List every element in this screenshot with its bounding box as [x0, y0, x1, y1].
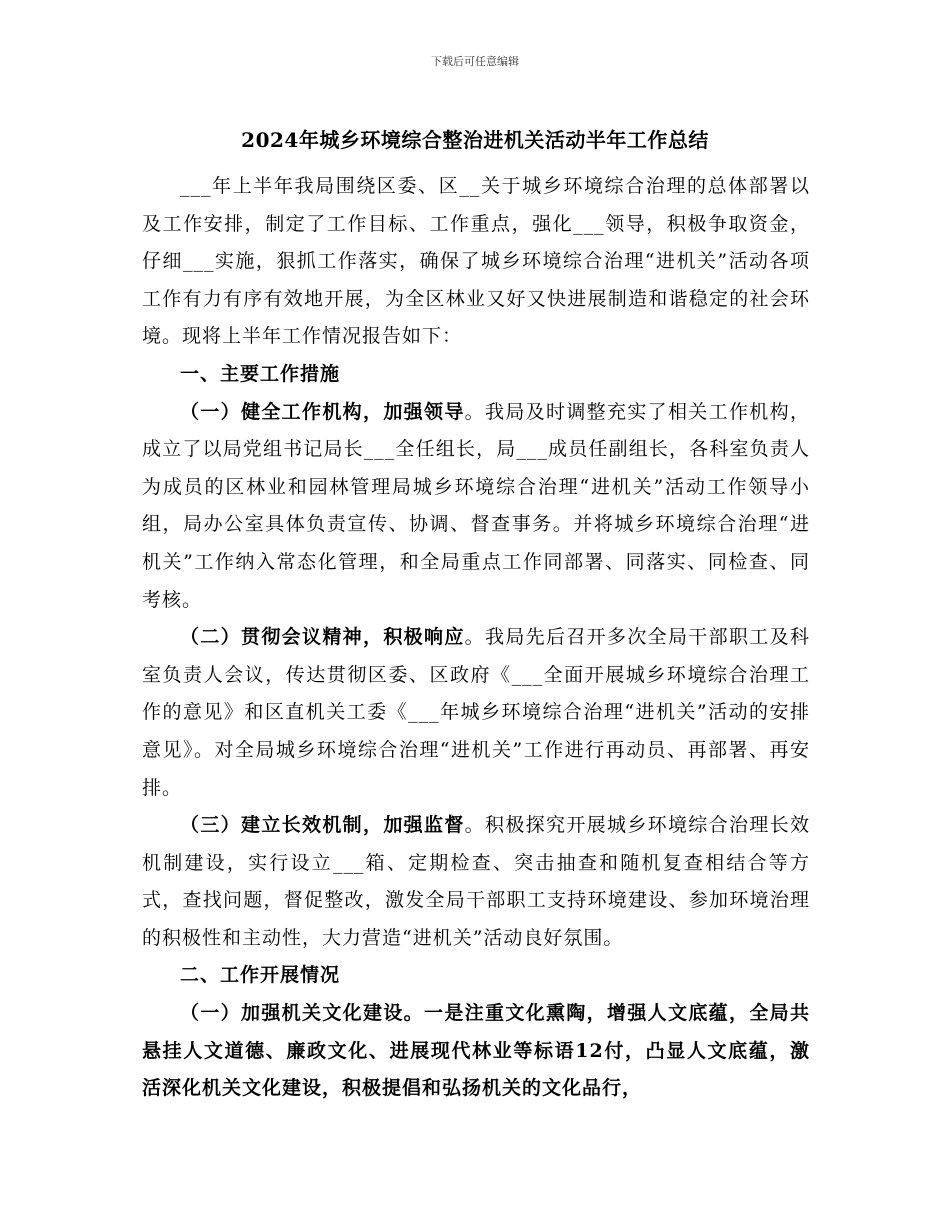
item-lead: （三）建立长效机制，加强监督: [180, 814, 465, 837]
header-note: 下载后可任意编辑: [431, 55, 519, 68]
item-lead: （二）贯彻会议精神，积极响应: [180, 626, 465, 649]
section2-item1: （一）加强机关文化建设。一是注重文化熏陶，增强人文底蕴，全局共悬挂人文道德、廉政文化、进展现代林业等标语12付，凸显人文底蕴，激活深化机关文化建设，积极提倡和弘扬机关的文化品行，: [142, 1002, 810, 1100]
document-title: 2024年城乡环境综合整治进机关活动半年工作总结: [241, 128, 709, 152]
intro-paragraph: ___年上半年我局围绕区委、区__关于城乡环境综合治理的总体部署以及工作安排，制定了工作目标、工作重点，强化___领导，积极争取资金，仔细___实施，狠抓工作落实，确保了城乡环境综合治理“进机关”活动各项工作有力有序有效地开展，为全区林业又好又快进展制造和谐稳定的社会环境。现将上半年工作情况报告如下：: [142, 175, 810, 348]
section1-item2: [142, 619, 810, 807]
section2-heading: [142, 957, 810, 995]
section-heading-text: 一、主要工作措施: [180, 362, 341, 385]
document-body: [142, 168, 810, 1108]
section1-item3: [142, 807, 810, 957]
item-lead: （一）健全工作机构，加强领导: [180, 400, 465, 423]
item-text: 。我局及时调整充实了相关工作机构，成立了以局党组书记局长___全任组长，局___成员任副组长，各科室负责人为成员的区林业和园林管理局城乡环境综合治理“进机关”活动工作领导小组，局办公室具体负责宣传、协调、督查事务。并将城乡环境综合治理“进机关”工作纳入常态化管理，和全局重点工作同部署、同落实、同检查、同考核。: [142, 400, 810, 611]
section1-item1: [142, 394, 810, 620]
item-text: 。我局先后召开多次全局干部职工及科室负责人会议，传达贯彻区委、区政府《___全面开展城乡环境综合治理工作的意见》和区直机关工委《___年城乡环境综合治理“进机关”活动的安排意见》。对全局城乡环境综合治理“进机关”工作进行再动员、再部署、再安排。: [142, 626, 810, 799]
item-text: 。积极探究开展城乡环境综合治理长效机制建设，实行设立___箱、定期检查、突击抽查和随机复查相结合等方式，查找问题，督促整改，激发全局干部职工支持环境建设、参加环境治理的积极性和主动性，大力营造“进机关”活动良好氛围。: [142, 814, 810, 949]
section-heading-text: 二、工作开展情况: [180, 964, 341, 987]
section1-heading: [142, 356, 810, 394]
